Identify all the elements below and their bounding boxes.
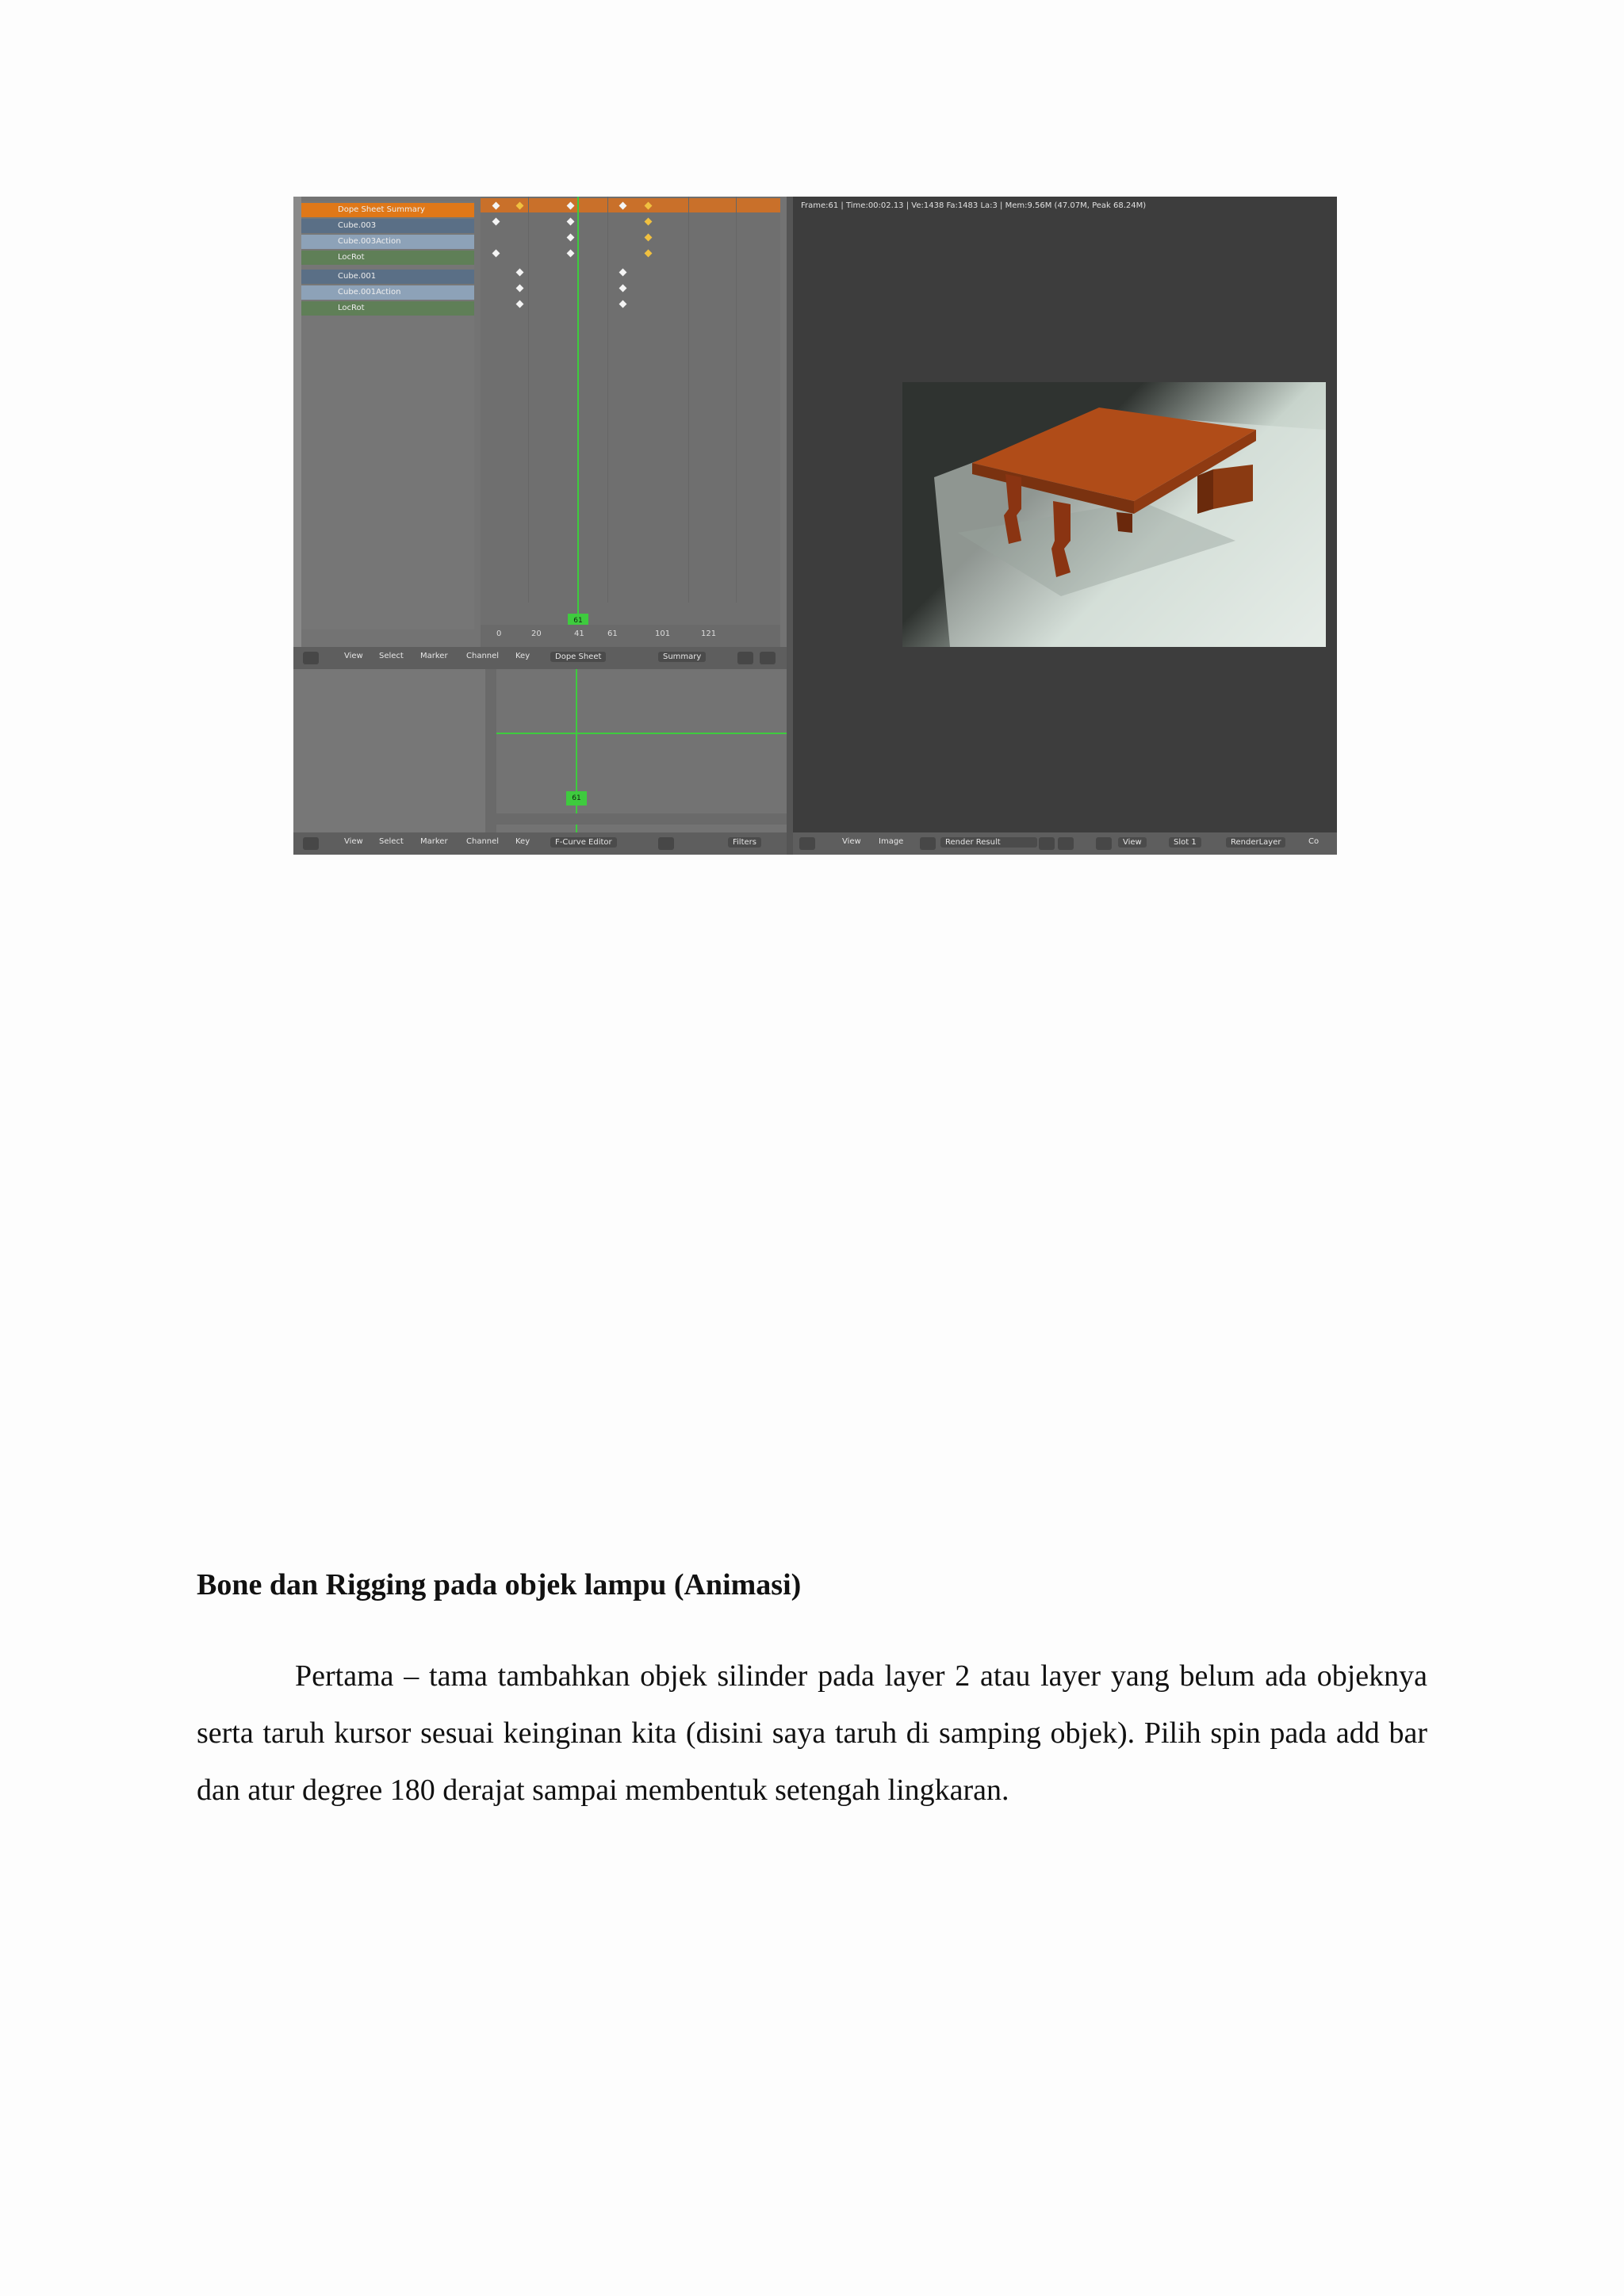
menu-view[interactable]: View — [344, 837, 363, 846]
keyframe[interactable] — [645, 250, 653, 258]
current-frame-line[interactable] — [577, 197, 579, 625]
view-select[interactable]: View — [1118, 837, 1147, 848]
graph-value-ruler — [485, 669, 496, 832]
mode-select[interactable]: F-Curve Editor — [550, 837, 617, 848]
view-icon[interactable] — [658, 837, 674, 850]
menu-key[interactable]: Key — [515, 652, 530, 660]
menu-view[interactable]: View — [842, 837, 861, 846]
ruler-tick: 20 — [531, 629, 542, 638]
keyframe[interactable] — [645, 234, 653, 242]
body-paragraph: Pertama – tama tambahkan objek silinder pada layer 2 atau layer yang belum ada objeknya serta taruh kursor sesuai keinginan kita (disini saya taruh di samping objek). Pilih spin pada add bar dan atur degree 180 derajat sampai membentuk setengah lingkaran. — [197, 1659, 1427, 1807]
table-render-illustration — [902, 382, 1326, 647]
mode-select[interactable]: Dope Sheet — [550, 652, 606, 662]
channel-cube-001-action[interactable]: Cube.001Action — [301, 285, 474, 300]
image-option-icon[interactable] — [1058, 837, 1074, 850]
keyframe[interactable] — [567, 218, 575, 226]
render-info: Frame:61 | Time:00:02.13 | Ve:1438 Fa:1483 La:3 | Mem:9.56M (47.07M, Peak 68.24M) — [801, 201, 1147, 210]
channel-list — [301, 201, 474, 629]
ruler-tick: 121 — [701, 629, 717, 638]
graph-scrollbar[interactable] — [496, 813, 787, 825]
channel-cube-001[interactable]: Cube.001 — [301, 270, 474, 284]
menu-view[interactable]: View — [344, 652, 363, 660]
image-browse-icon[interactable] — [920, 837, 936, 850]
area-divider[interactable] — [787, 197, 793, 855]
channel-locrot-2[interactable]: LocRot — [301, 301, 474, 316]
ruler-tick: 101 — [655, 629, 671, 638]
keyframe[interactable] — [567, 250, 575, 258]
keyframe[interactable] — [492, 250, 500, 258]
slot-select[interactable]: Slot 1 — [1169, 837, 1201, 848]
keyframe[interactable] — [516, 269, 524, 277]
keyframe[interactable] — [619, 300, 627, 308]
menu-marker[interactable]: Marker — [420, 652, 448, 660]
render-result-image — [902, 382, 1326, 647]
keyframe[interactable] — [492, 218, 500, 226]
channel-cube-003[interactable]: Cube.003 — [301, 219, 474, 233]
dope-sheet-panel — [293, 197, 787, 647]
grid-line — [736, 197, 737, 603]
frame-ruler[interactable] — [481, 625, 780, 647]
summary-toggle[interactable]: Summary — [658, 652, 706, 662]
more-select[interactable]: Co — [1308, 837, 1320, 846]
menu-marker[interactable]: Marker — [420, 837, 448, 846]
keyframe[interactable] — [567, 234, 575, 242]
channel-dope-sheet-summary[interactable]: Dope Sheet Summary — [301, 203, 474, 217]
channel-cube-003-action[interactable]: Cube.003Action — [301, 235, 474, 249]
keyframe[interactable] — [645, 218, 653, 226]
grid-line — [688, 197, 689, 603]
keyframe[interactable] — [619, 285, 627, 293]
graph-channel-region — [293, 669, 485, 832]
editor-type-icon[interactable] — [303, 837, 319, 850]
dope-sheet-scrollbar[interactable] — [293, 197, 301, 647]
menu-select[interactable]: Select — [379, 837, 404, 846]
channel-locrot-1[interactable]: LocRot — [301, 251, 474, 265]
graph-editor-panel[interactable] — [293, 669, 787, 832]
image-viewport[interactable] — [793, 197, 1337, 832]
menu-select[interactable]: Select — [379, 652, 404, 660]
graph-editor-header — [293, 832, 787, 855]
dope-sheet-header — [293, 647, 787, 669]
ruler-tick: 0 — [496, 629, 502, 638]
render-layer-select[interactable]: RenderLayer — [1226, 837, 1285, 848]
menu-channel[interactable]: Channel — [466, 652, 500, 660]
keyframe[interactable] — [516, 300, 524, 308]
keyframe[interactable] — [619, 269, 627, 277]
graph-cursor-line — [496, 733, 787, 734]
filter-icon[interactable] — [737, 652, 753, 664]
menu-image[interactable]: Image — [879, 837, 904, 846]
ruler-tick: 41 — [574, 629, 584, 638]
grid-line — [607, 197, 608, 603]
keyframe[interactable] — [516, 285, 524, 293]
blender-screenshot — [293, 197, 1337, 855]
image-editor-header — [793, 832, 1337, 855]
view-icon[interactable] — [1096, 837, 1112, 850]
current-frame-badge: 61 — [568, 614, 588, 628]
graph-current-frame-badge: 61 — [566, 791, 587, 806]
image-option-icon[interactable] — [1039, 837, 1055, 850]
image-name-field[interactable]: Render Result — [940, 837, 1037, 848]
grid-line — [528, 197, 529, 603]
menu-channel[interactable]: Channel — [466, 837, 500, 846]
ghost-icon[interactable] — [760, 652, 776, 664]
menu-key[interactable]: Key — [515, 837, 530, 846]
editor-type-icon[interactable] — [799, 837, 815, 850]
keyframe-area[interactable] — [481, 197, 780, 625]
editor-type-icon[interactable] — [303, 652, 319, 664]
section-heading: Bone dan Rigging pada objek lampu (Animasi) — [197, 1568, 802, 1601]
ruler-tick: 61 — [607, 629, 618, 638]
graph-current-frame-line[interactable] — [576, 669, 577, 832]
filters-button[interactable]: Filters — [728, 837, 761, 848]
